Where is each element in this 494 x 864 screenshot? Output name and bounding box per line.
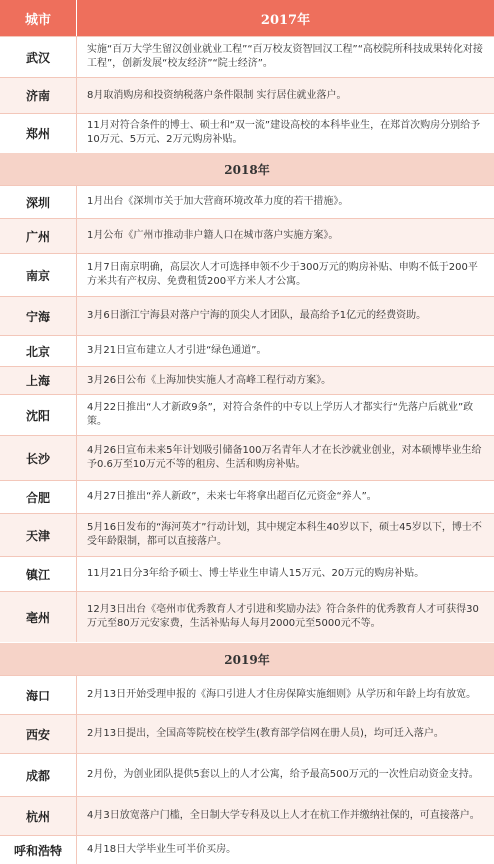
desc-cell: 2月13日开始受理申报的《海口引进人才住房保障实施细则》从学历和年龄上均有放宽。 xyxy=(87,689,477,700)
table-row xyxy=(0,591,494,642)
desc-cell: 实施“百万大学生留汉创业就业工程”“百万校友资智回汉工程”“高校院所科技成果转化对接工程”，创新发展“校友经济”“院士经济”。 xyxy=(87,44,483,69)
city-cell: 郑州 xyxy=(0,114,77,152)
table-row xyxy=(0,435,494,480)
city-cell: 呼和浩特 xyxy=(0,836,77,864)
desc-cell: 4月22日推出“人才新政9条”，对符合条件的中专以上学历人才都实行“先落户后就业”政策。 xyxy=(87,402,474,427)
city-cell: 合肥 xyxy=(0,481,77,513)
desc-cell: 3月26日公布《上海加快实施人才高峰工程行动方案》。 xyxy=(87,374,332,386)
desc-cell: 3月21日宣布建立人才引进“绿色通道”。 xyxy=(87,345,267,356)
city-cell: 杭州 xyxy=(0,797,77,835)
city-cell: 深圳 xyxy=(0,186,77,218)
city-cell: 西安 xyxy=(0,715,77,753)
city-cell: 长沙 xyxy=(0,436,77,480)
section-year-2018: 2018年 xyxy=(0,152,494,185)
table-row xyxy=(0,796,494,835)
table-row xyxy=(0,296,494,335)
desc-cell: 4月18日大学毕业生可半价买房。 xyxy=(87,844,237,855)
table-row xyxy=(0,113,494,152)
table-row xyxy=(0,753,494,796)
desc-cell: 2月13日提出，全国高等院校在校学生(教育部学信网在册人员)，均可迁入落户。 xyxy=(87,728,444,739)
table-row xyxy=(0,77,494,113)
city-cell: 海口 xyxy=(0,676,77,714)
city-cell: 亳州 xyxy=(0,592,77,642)
city-cell: 镇江 xyxy=(0,557,77,591)
desc-cell: 5月16日发布的“海河英才”行动计划，其中规定本科生40岁以下，硕士45岁以下，博士不受年龄限制，都可以直接落户。 xyxy=(87,522,482,547)
city-cell: 宁海 xyxy=(0,297,77,335)
desc-cell: 4月3日放宽落户门槛，全日制大学专科及以上人才在杭工作并缴纳社保的，可直接落户。 xyxy=(87,810,480,821)
city-cell: 武汉 xyxy=(0,37,77,77)
table-row xyxy=(0,714,494,753)
city-cell: 成都 xyxy=(0,754,77,796)
table-row xyxy=(0,185,494,218)
section-year-2019: 2019年 xyxy=(0,642,494,675)
city-cell: 北京 xyxy=(0,336,77,366)
table-row xyxy=(0,366,494,394)
table-row xyxy=(0,480,494,513)
table-row xyxy=(0,394,494,435)
desc-cell: 12月3日出台《亳州市优秀教育人才引进和奖励办法》符合条件的优秀教育人才可获得30万元至80万元安家费，生活补贴每人每月2000元至5000元不等。 xyxy=(87,604,479,629)
table-row xyxy=(0,835,494,864)
city-cell: 广州 xyxy=(0,219,77,253)
table-row xyxy=(0,36,494,77)
table-row xyxy=(0,253,494,296)
table-row xyxy=(0,556,494,591)
desc-cell: 1月出台《深圳市关于加大营商环境改革力度的若干措施》。 xyxy=(87,196,349,207)
city-cell: 上海 xyxy=(0,367,77,394)
section-year-2017: 2017年 xyxy=(260,12,311,28)
city-cell: 沈阳 xyxy=(0,395,77,435)
city-cell: 天津 xyxy=(0,514,77,556)
header-city: 城市 xyxy=(0,0,77,36)
city-cell: 南京 xyxy=(0,254,77,296)
desc-cell: 1月7日南京明确，高层次人才可选择申领不少于300万元的购房补贴、申购不低于200平方米共有产权房、免费租赁200平方米人才公寓。 xyxy=(87,262,478,287)
desc-cell: 3月6日浙江宁海县对落户宁海的顶尖人才团队，最高给予1亿元的经费资助。 xyxy=(87,310,427,321)
city-cell: 济南 xyxy=(0,78,77,113)
desc-cell: 2月份，为创业团队提供5套以上的人才公寓，给予最高500万元的一次性启动资金支持。 xyxy=(87,769,479,780)
desc-cell: 4月27日推出“养人新政”，未来七年将拿出超百亿元资金“养人”。 xyxy=(87,491,377,502)
table-row xyxy=(0,335,494,366)
table-row xyxy=(0,218,494,253)
desc-cell: 8月取消购房和投资纳税落户条件限制 实行居住就业落户。 xyxy=(87,89,347,101)
table-row xyxy=(0,513,494,556)
desc-cell: 11月对符合条件的博士、硕士和“双一流”建设高校的本科毕业生，在郑首次购房分别给予10万元、5万元、2万元购房补贴。 xyxy=(87,120,481,145)
table-row xyxy=(0,675,494,714)
desc-cell: 11月21日分3年给予硕士、博士毕业生申请人15万元、20万元的购房补贴。 xyxy=(87,568,425,579)
desc-cell: 1月公布《广州市推动非户籍人口在城市落户实施方案》。 xyxy=(87,230,339,241)
desc-cell: 4月26日宣布未来5年计划吸引储备100万名青年人才在长沙就业创业，对本硕博毕业生给予0.6万至10万元不等的租房、生活和购房补贴。 xyxy=(87,445,482,470)
table-header xyxy=(0,0,494,36)
